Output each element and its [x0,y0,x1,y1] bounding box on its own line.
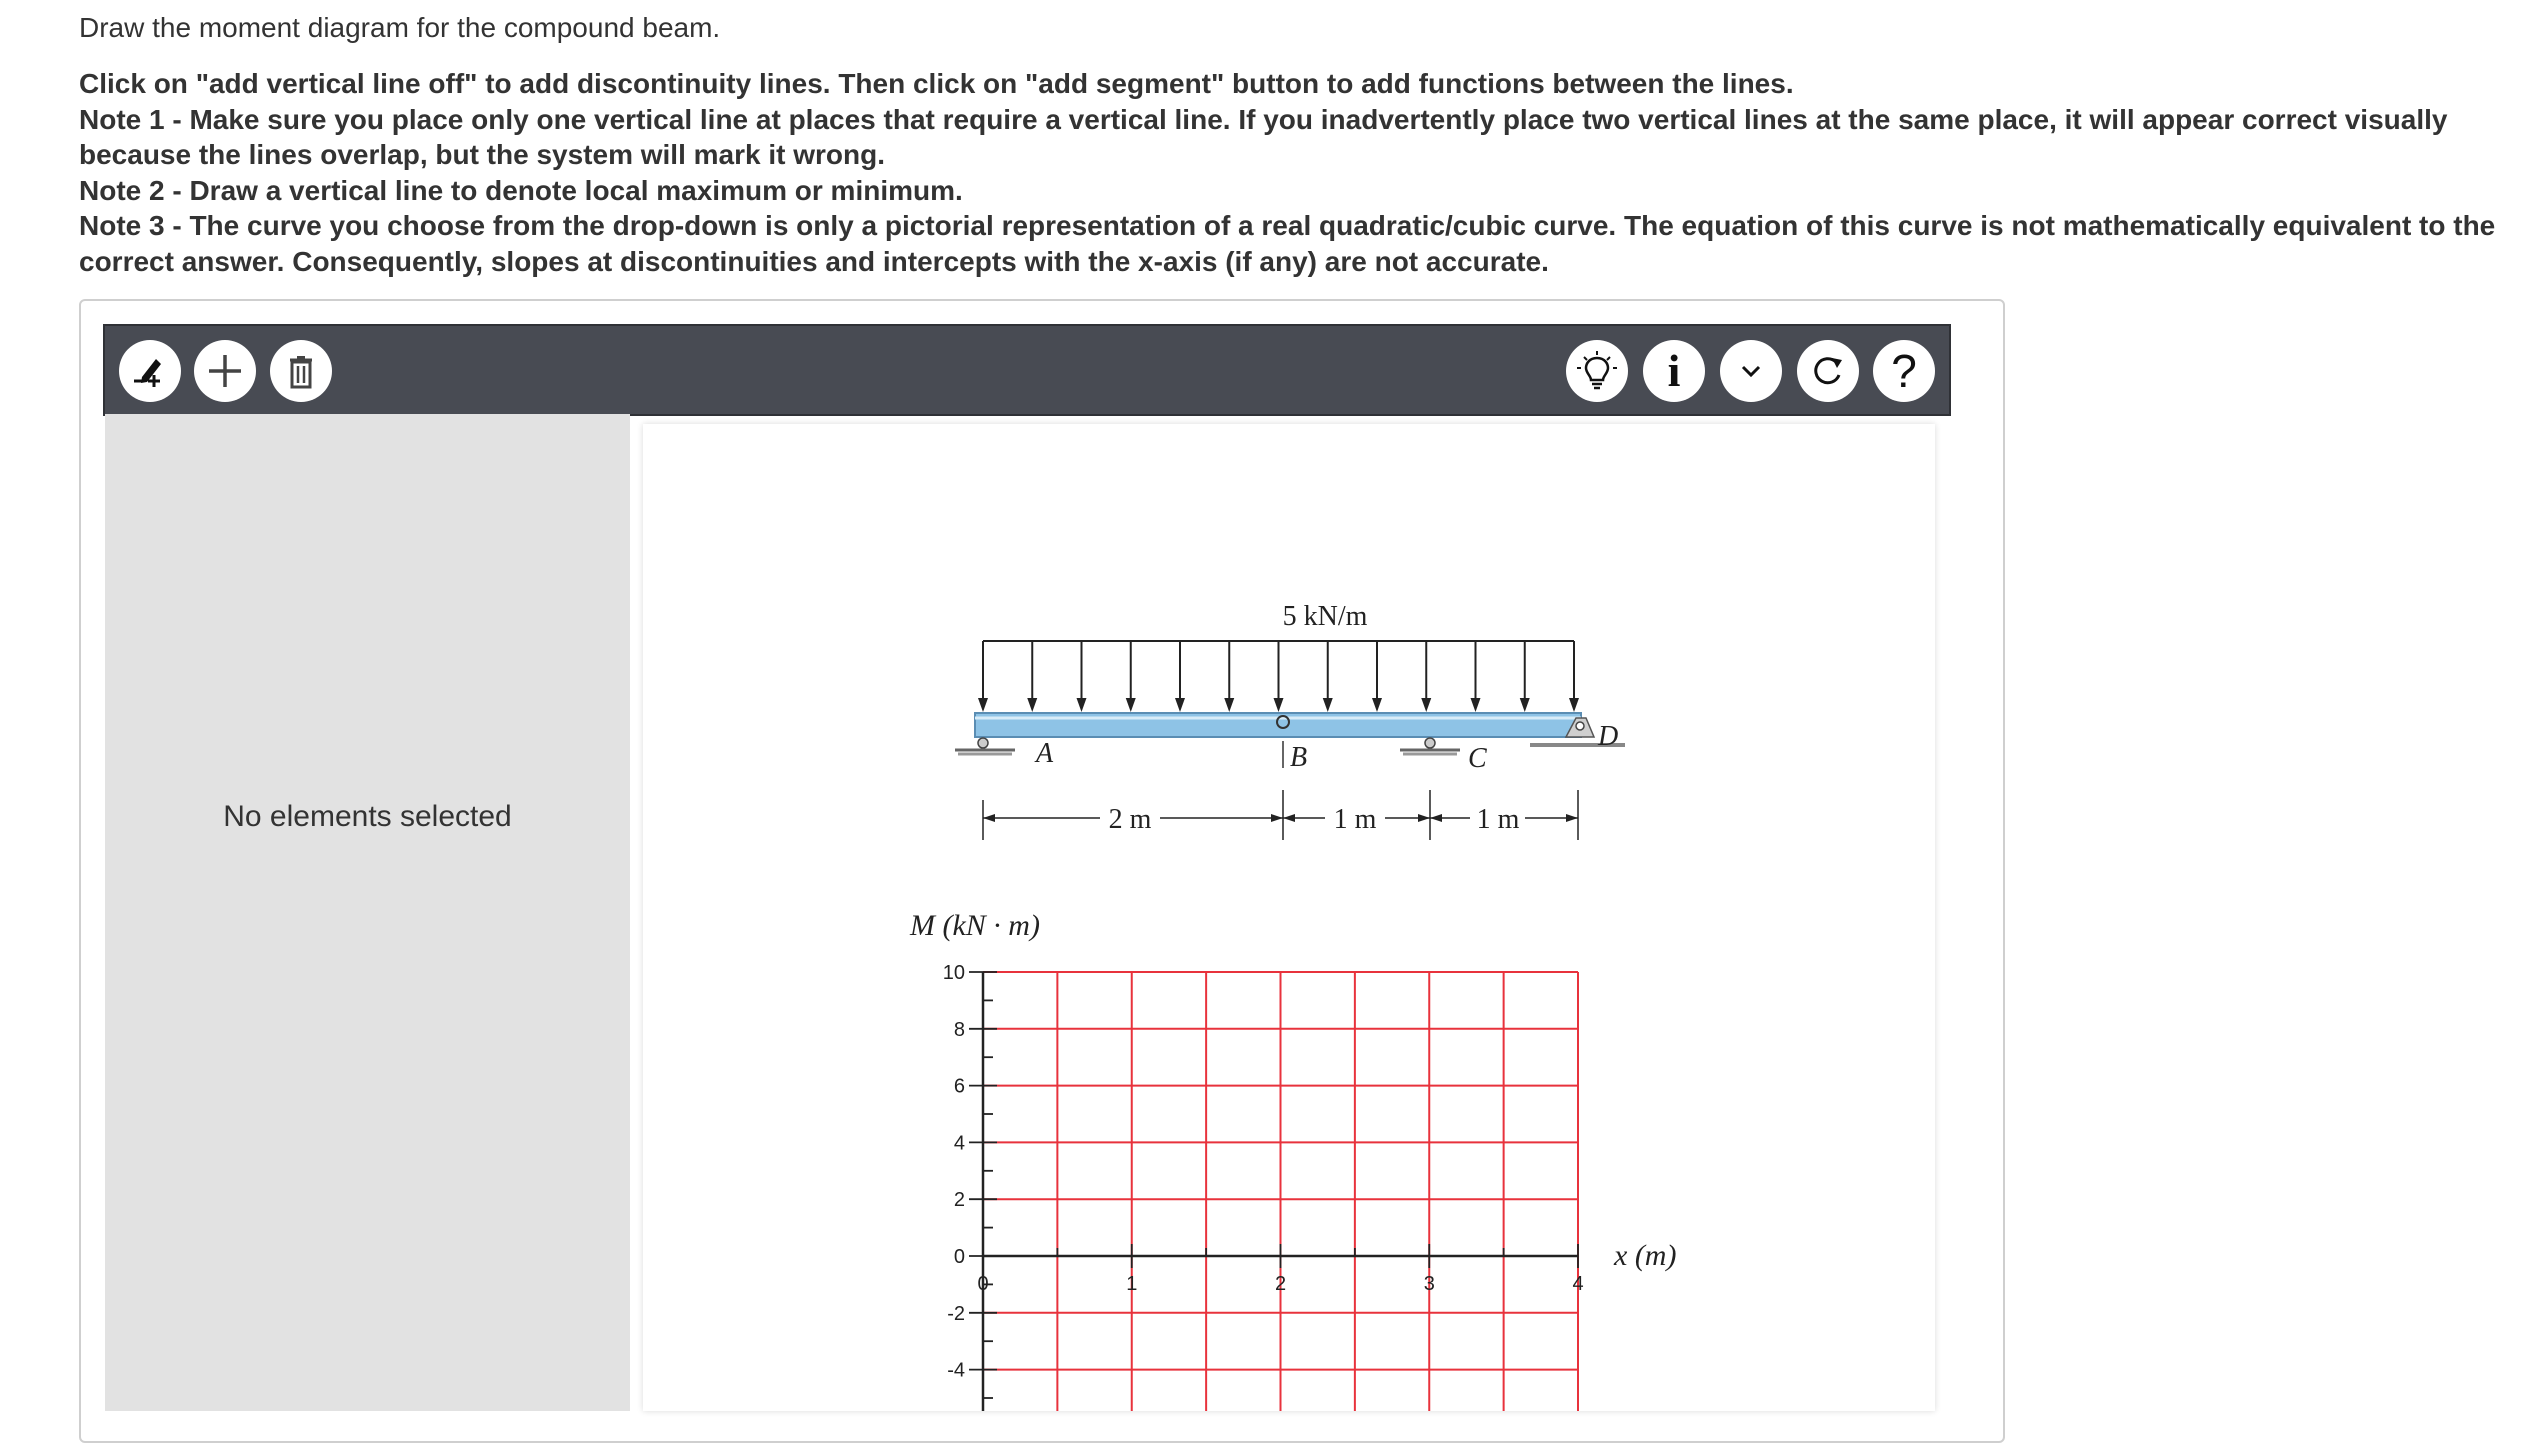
x-tick-label: 0 [977,1273,989,1295]
x-tick-label: 4 [1572,1273,1584,1295]
beam-figure [955,601,1625,840]
trash-icon [281,351,321,391]
load-arrow-head [1126,698,1136,712]
delete-button[interactable] [270,340,332,402]
properties-sidebar [105,414,630,1411]
x-tick-label: 3 [1423,1273,1435,1295]
support-c [1400,738,1460,754]
load-arrows [978,641,1579,712]
y-axis-label: M (kN · m) [910,909,1040,942]
load-arrow-head [1027,698,1037,712]
dim-cd: 1 m [1476,804,1520,835]
y-tick-label: 8 [953,1018,965,1041]
instruction-text: Click on "add vertical line off" to add discontinuity lines. Then click on "add segment" button to add functions between the lines. [79,68,1794,99]
y-tick-label: -4 [947,1359,965,1382]
label-a: A [1036,738,1054,769]
x-tick-label: 2 [1274,1273,1287,1295]
redo-icon [1806,349,1850,393]
moment-chart [909,909,1676,1411]
y-tick-label: 2 [953,1189,965,1212]
note-1: Note 1 - Make sure you place only one vertical line at places that require a vertical line. If you inadvertently place two vertical lines at the same place, it will appear correct visually because the lines overlap, but the system will mark it wrong. [79,103,2448,170]
load-arrow-head [978,698,988,712]
question-mark-icon: ? [1891,345,1917,397]
drawing-canvas[interactable] [643,424,1935,1411]
note-2: Note 2 - Draw a vertical line to denote local maximum or minimum. [79,174,963,206]
instructions [79,66,2519,279]
chevron-down-icon [1736,356,1766,386]
canvas-svg [643,424,1935,1411]
lightbulb-icon [1575,349,1619,393]
support-a [955,738,1015,754]
load-arrow-head [1175,698,1185,712]
note-3: Note 3 - The curve you choose from the drop-down is only a pictorial representation of a real quadratic/cubic curve. The equation of this curve is not mathematically equivalent to the correct answer. Consequently, slopes at discontinuities and intercepts with the x-axis (if any) are not accurate. [79,210,2496,277]
reset-button[interactable] [1797,340,1859,402]
load-label: 5 kN/m [1282,601,1368,632]
load-arrow-head [1323,698,1333,712]
info-icon: i [1667,345,1681,396]
add-vertical-line-button[interactable] [119,340,181,402]
question-prompt: Draw the moment diagram for the compound beam. [79,12,721,43]
dropdown-button[interactable] [1720,340,1782,402]
y-tick-label: 4 [953,1132,965,1155]
load-arrow-head [1471,698,1481,712]
y-tick-label: -2 [947,1302,965,1325]
load-arrow-head [1077,698,1087,712]
help-button[interactable] [1873,340,1935,402]
hint-button[interactable] [1566,340,1628,402]
load-arrow-head [1224,698,1234,712]
x-tick-label: 1 [1126,1273,1138,1295]
label-c: C [1468,743,1487,774]
info-button[interactable] [1643,340,1705,402]
add-segment-button[interactable] [194,340,256,402]
no-elements-message: No elements selected [223,800,512,833]
x-tick-labels [977,1273,1583,1295]
load-arrow-head [1274,698,1284,712]
y-tick-label: 10 [942,962,965,984]
load-arrow-head [1569,698,1579,712]
y-tick-label: 6 [953,1075,965,1098]
load-arrow-head [1372,698,1382,712]
chart-axes [969,972,1578,1411]
load-arrow-head [1520,698,1530,712]
toolbar [103,324,1951,416]
plus-icon [205,351,245,391]
y-tick-label: 0 [953,1246,965,1268]
chart-grid [983,972,1578,1411]
label-d: D [1598,721,1619,752]
dim-ab: 2 m [1108,804,1152,835]
pencil-plus-icon [130,351,170,391]
x-axis-label: x (m) [1614,1239,1677,1272]
dim-bc: 1 m [1333,804,1377,835]
load-arrow-head [1421,698,1431,712]
label-b: B [1290,742,1308,773]
y-tick-labels [943,962,965,1382]
